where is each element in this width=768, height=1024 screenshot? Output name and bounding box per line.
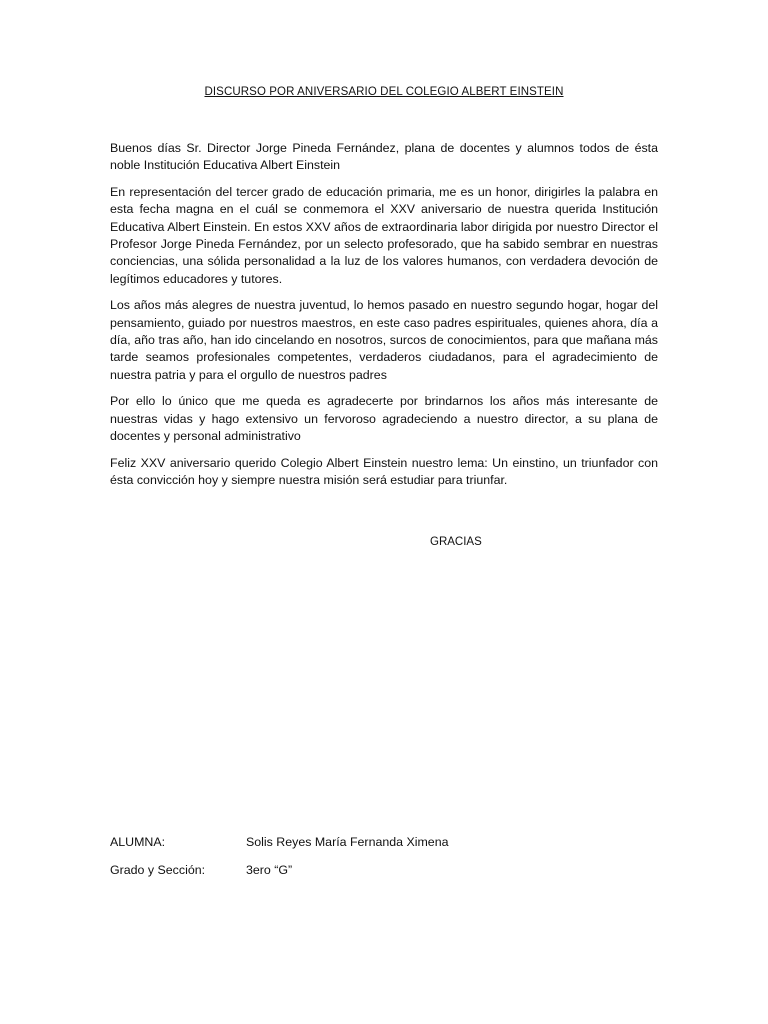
grade-value: 3ero “G” [246, 863, 293, 877]
document-title: DISCURSO POR ANIVERSARIO DEL COLEGIO ALBERT EINSTEIN [204, 86, 564, 98]
paragraph-youth: Los años más alegres de nuestra juventud, lo hemos pasado en nuestro segundo hogar, hogar del pensamiento, guiado por nuestros maestros, en este caso padres espirituales, quienes ahora, día a día, año tras año, han ido cincelando en nosotros, surcos de conocimientos, para que mañana más tarde seamos profesionales competentes, verdaderos ciudadanos, para el agradecimiento de nuestra patria y para el orgullo de nuestros padres [110, 298, 658, 382]
student-row [110, 834, 448, 851]
student-label: ALUMNA: [110, 835, 166, 849]
grade-row [110, 862, 292, 879]
thanks-text: GRACIAS [430, 536, 482, 548]
paragraph-representation: En representación del tercer grado de educación primaria, me es un honor, dirigirles la palabra en esta fecha magna en el cuál se conmemora el XXV aniversario de nuestra querida Institución Educativa Albert Einstein. En estos XXV años de extraordinaria labor dirigida por nuestro Director el Profesor Jorge Pineda Fernández, por un selecto profesorado, que ha sabido sembrar en nuestras conciencias, una sólida personalidad a la luz de los valores humanos, con verdadera devoción de legítimos educadores y tutores. [110, 184, 658, 286]
speech-body [110, 140, 658, 498]
grade-label: Grado y Sección: [110, 863, 206, 877]
paragraph-greeting: Buenos días Sr. Director Jorge Pineda Fernández, plana de docentes y alumnos todos de ésta noble Institución Educativa Albert Einstein [110, 141, 658, 173]
paragraph-gratitude: Por ello lo único que me queda es agradecerte por brindarnos los años más interesante de nuestras vidas y hago extensivo un fervoroso agradeciendo a nuestro director, a su plana de docentes y personal administrativo [110, 394, 658, 444]
paragraph-closing: Feliz XXV aniversario querido Colegio Albert Einstein nuestro lema: Un einstino, un triunfador con ésta convicción hoy y siempre nuestra misión será estudiar para triunfar. [110, 455, 658, 487]
student-name: Solis Reyes María Fernanda Ximena [246, 835, 449, 849]
